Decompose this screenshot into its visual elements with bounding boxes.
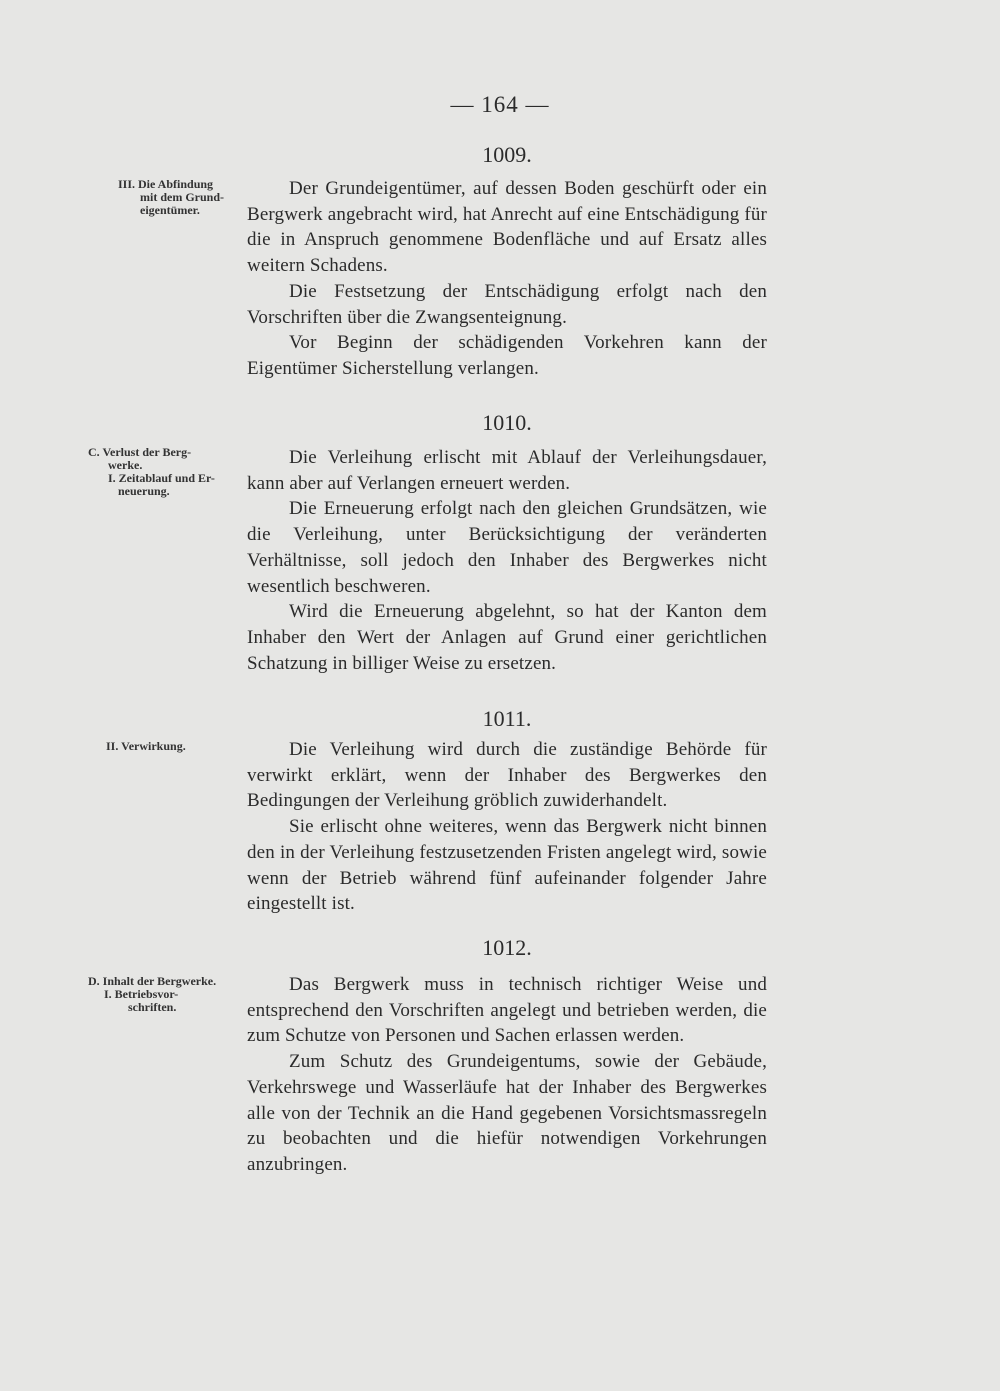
- paragraph: Vor Beginn der schädigenden Vorkehren kann der Eigentümer Sicherstellung verlangen.: [247, 332, 767, 379]
- margin-note: [88, 975, 248, 1014]
- article-text: [247, 176, 767, 382]
- article-text: [247, 737, 767, 917]
- paragraph: Die Festsetzung der Entschädigung erfolgt nach den Vorschriften über die Zwangsenteignung.: [247, 280, 767, 328]
- margin-note-line: C. Verlust der Berg-: [88, 445, 192, 459]
- margin-note-line: mit dem Grund-: [140, 190, 224, 204]
- article-text: [247, 445, 767, 676]
- article-text: [247, 972, 767, 1178]
- margin-note-line: werke.: [108, 458, 143, 472]
- margin-note-line: eigentümer.: [140, 203, 200, 217]
- margin-note-line: II. Verwirkung.: [106, 739, 186, 753]
- paragraph: Die Erneuerung erfolgt nach den gleichen Grundsätzen, wie die Verleihung, unter Berücksichtigung der veränderten Verhältnisse, soll jedoch den Inhaber des Bergwerkes nicht wesentlich beschweren.: [247, 498, 767, 597]
- paragraph: Wird die Erneuerung abgelehnt, so hat der Kanton dem Inhaber den Wert der Anlagen auf Grund einer gerichtlichen Schatzung in billiger Weise zu ersetzen.: [247, 601, 767, 674]
- margin-note-line: I. Zeitablauf und Er-: [108, 471, 215, 485]
- margin-note-line: III. Die Abfindung: [118, 177, 214, 191]
- margin-note-line: I. Betriebsvor-: [104, 987, 179, 1001]
- paragraph: Sie erlischt ohne weiteres, wenn das Bergwerk nicht binnen den in der Verleihung festzusetzenden Fristen angelegt wird, sowie wenn der Betrieb während fünf aufeinander folgender Jahre eingestellt ist.: [247, 816, 767, 915]
- margin-note-line: D. Inhalt der Bergwerke.: [88, 974, 217, 988]
- margin-note-line: neuerung.: [118, 484, 170, 498]
- article-number: 1009.: [482, 142, 532, 167]
- paragraph: Zum Schutz des Grundeigentums, sowie der Gebäude, Verkehrswege und Wasserläufe hat der Inhaber des Bergwerkes alle von der Technik an die Hand gegebenen Vorsichtsmassregeln zu beobachten und die hiefür notwendigen Vorkehrungen anzubringen.: [247, 1051, 767, 1175]
- margin-note: [88, 446, 248, 498]
- page-number: — 164 —: [450, 92, 550, 117]
- margin-note: [106, 740, 266, 753]
- article-number: 1011.: [482, 706, 532, 731]
- paragraph: Der Grundeigentümer, auf dessen Boden geschürft oder ein Bergwerk angebracht wird, hat Anrecht auf eine Entschädigung für die in Anspruch genommene Bodenfläche und auf Ersatz alles weitern Schadens.: [247, 178, 767, 277]
- paragraph: Die Verleihung wird durch die zuständige Behörde für verwirkt erklärt, wenn der Inhaber des Bergwerkes den Bedingungen der Verleihung gröblich zuwiderhandelt.: [247, 739, 767, 812]
- paragraph: Das Bergwerk muss in technisch richtiger Weise und entsprechend den Vorschriften angelegt und betrieben werden, die zum Schutze von Personen und Sachen erlassen werden.: [247, 974, 767, 1047]
- article-number: 1012.: [482, 935, 532, 960]
- article-number: 1010.: [482, 410, 532, 435]
- margin-note-line: schriften.: [128, 1000, 177, 1014]
- paragraph: Die Verleihung erlischt mit Ablauf der Verleihungsdauer, kann aber auf Verlangen erneuert werden.: [247, 447, 767, 494]
